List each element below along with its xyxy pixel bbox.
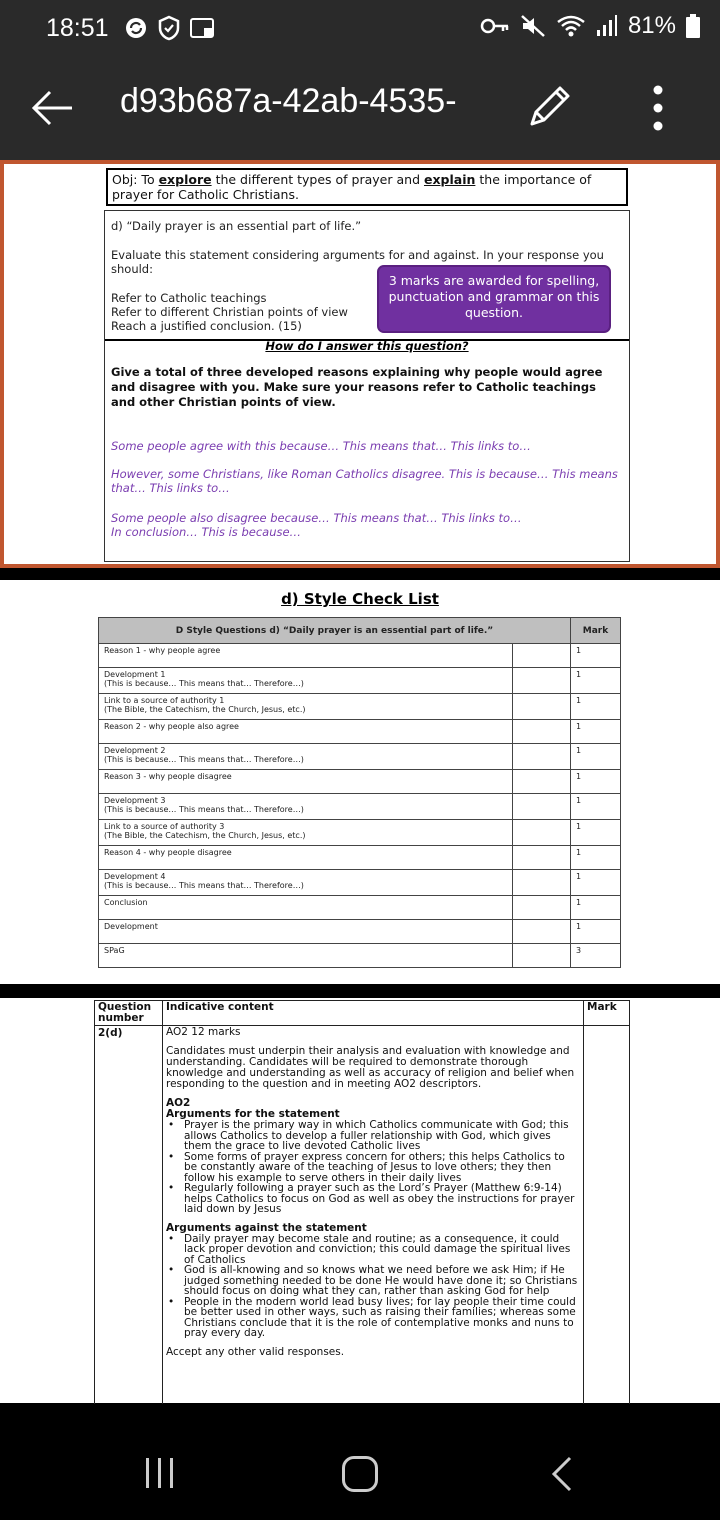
indicative-content-header: Indicative content xyxy=(163,1001,584,1026)
item-label: Link to a source of authority 3 xyxy=(104,822,225,831)
table-row xyxy=(99,794,621,820)
sentence-starter-2: However, some Christians, like Roman Catholics disagree. This is because… This means that… This links to… xyxy=(111,467,618,495)
bullet-1: Refer to Catholic teachings xyxy=(111,291,267,305)
list-item: • People in the modern world lead busy lives; for lay people their time could be better used in other ways, such as raising their families; whereas some Christians conclude that it is the role of contemplative monks and nuns to pray every day. xyxy=(166,1297,580,1339)
navigation-bar xyxy=(0,1404,720,1520)
accept-text: Accept any other valid responses. xyxy=(166,1345,345,1358)
checklist-item xyxy=(99,794,513,820)
item-label: Reason 2 - why people also agree xyxy=(104,722,239,731)
checklist-table xyxy=(98,617,621,968)
shield-icon xyxy=(158,16,180,40)
tick-cell[interactable] xyxy=(513,870,571,896)
table-row xyxy=(99,644,621,668)
nav-back-icon[interactable] xyxy=(548,1456,576,1492)
item-label: SPaG xyxy=(104,946,125,955)
table-row xyxy=(99,896,621,920)
question-number-header: Question number xyxy=(95,1001,163,1026)
obj-suffix: the importance of prayer for Catholic Christians. xyxy=(112,172,592,202)
spag-note-box: 3 marks are awarded for spelling, punctuation and grammar on this question. xyxy=(377,265,611,333)
tick-cell[interactable] xyxy=(513,944,571,968)
arguments-against-heading: Arguments against the statement xyxy=(166,1221,367,1234)
data-icon xyxy=(190,17,216,39)
back-arrow-icon[interactable] xyxy=(28,84,76,132)
mark-cell: 1 xyxy=(571,668,621,694)
mark-cell: 1 xyxy=(571,744,621,770)
item-detail: (This is because… This means that… Therefore…) xyxy=(104,805,304,814)
more-options-icon[interactable] xyxy=(640,82,676,134)
mark-cell: 1 xyxy=(571,694,621,720)
item-label: Development 1 xyxy=(104,670,166,679)
mark-scheme-table xyxy=(94,1000,630,1429)
key-icon xyxy=(480,16,510,36)
mark-header: Mark xyxy=(571,618,621,644)
bullet-2: Refer to different Christian points of view xyxy=(111,305,348,319)
item-label: Development 4 xyxy=(104,872,166,881)
arguments-for-list xyxy=(166,1120,580,1215)
mark-header: Mark xyxy=(584,1001,630,1026)
item-detail: (This is because… This means that… Therefore…) xyxy=(104,881,304,890)
question-box xyxy=(104,210,630,562)
arguments-for-heading: Arguments for the statement xyxy=(166,1108,340,1120)
mark-cell: 3 xyxy=(571,944,621,968)
checklist-item xyxy=(99,846,513,870)
tick-cell[interactable] xyxy=(513,820,571,846)
tick-cell[interactable] xyxy=(513,896,571,920)
obj-mid: the different types of prayer and xyxy=(211,172,424,187)
tick-cell[interactable] xyxy=(513,920,571,944)
item-label: Reason 4 - why people disagree xyxy=(104,848,232,857)
item-label: Reason 1 - why people agree xyxy=(104,646,221,655)
item-label: Development xyxy=(104,922,158,931)
system-icons xyxy=(480,12,700,40)
tick-cell[interactable] xyxy=(513,644,571,668)
mark-cell: 1 xyxy=(571,770,621,794)
checklist-item xyxy=(99,944,513,968)
total-mark xyxy=(584,1026,630,1429)
signal-icon xyxy=(596,14,618,38)
document-page-1[interactable] xyxy=(0,160,720,568)
question-text: d) “Daily prayer is an essential part of life.” xyxy=(111,219,362,233)
list-item: • Regularly following a prayer such as the Lord’s Prayer (Matthew 6:9-14) helps Catholics to focus on God as well as obey the instructions for prayer laid down by Jesus xyxy=(166,1183,580,1215)
battery-percent: 81% xyxy=(627,12,676,39)
list-item: • God is all-knowing and so knows what we need before we ask Him; if He judged something needed to be done He would have done it; so Christians should focus on doing what they can, rather than asking God for help xyxy=(166,1265,580,1297)
checklist-item xyxy=(99,920,513,944)
mute-icon xyxy=(520,14,546,38)
tick-cell[interactable] xyxy=(513,668,571,694)
tick-cell[interactable] xyxy=(513,720,571,744)
mark-cell: 1 xyxy=(571,720,621,744)
table-row xyxy=(99,694,621,720)
mark-cell: 1 xyxy=(571,820,621,846)
checklist-item xyxy=(99,644,513,668)
list-item: • Some forms of prayer express concern for others; this helps Catholics to be constantly aware of the teaching of Jesus to love others; they then follow his example to serve others in their daily lives xyxy=(166,1152,580,1184)
recent-apps-icon[interactable] xyxy=(144,1458,176,1488)
item-detail: (The Bible, the Catechism, the Church, Jesus, etc.) xyxy=(104,705,306,714)
item-detail: (The Bible, the Catechism, the Church, Jesus, etc.) xyxy=(104,831,306,840)
table-row xyxy=(99,820,621,846)
obj-verb-explain: explain xyxy=(423,172,476,187)
indicative-content xyxy=(163,1026,584,1429)
obj-prefix: Obj: To xyxy=(112,172,159,187)
checklist-title: d) Style Check List xyxy=(281,590,439,608)
ao2-marks: AO2 12 marks xyxy=(166,1026,241,1038)
should-text: should: xyxy=(111,262,153,276)
checklist-item xyxy=(99,720,513,744)
table-row xyxy=(99,846,621,870)
checklist-item xyxy=(99,744,513,770)
document-page-3[interactable] xyxy=(0,998,720,1403)
sentence-starter-1: Some people agree with this because… This means that… This links to… xyxy=(111,439,531,453)
status-bar xyxy=(0,0,720,56)
tick-cell[interactable] xyxy=(513,694,571,720)
notification-icons xyxy=(124,16,216,40)
tick-cell[interactable] xyxy=(513,846,571,870)
mark-cell: 1 xyxy=(571,870,621,896)
document-page-2[interactable] xyxy=(0,580,720,984)
objective-box xyxy=(106,168,628,206)
wifi-icon xyxy=(556,14,586,38)
checklist-item xyxy=(99,820,513,846)
tick-cell[interactable] xyxy=(513,744,571,770)
item-label: Reason 3 - why people disagree xyxy=(104,772,232,781)
document-title: d93b687a-42ab-4535- xyxy=(120,82,457,120)
checklist-header: D Style Questions d) “Daily prayer is an essential part of life.” xyxy=(99,618,571,644)
checklist-item xyxy=(99,870,513,896)
mark-cell: 1 xyxy=(571,920,621,944)
sync-icon xyxy=(124,16,148,40)
checklist-item xyxy=(99,668,513,694)
mark-cell: 1 xyxy=(571,846,621,870)
item-detail: (This is because… This means that… Therefore…) xyxy=(104,679,304,688)
table-row xyxy=(99,720,621,744)
tick-cell[interactable] xyxy=(513,770,571,794)
battery-icon xyxy=(686,14,700,38)
list-item: • Daily prayer may become stale and routine; as a consequence, it could lack proper devotion and conviction; this could damage the spiritual lives of Catholics xyxy=(166,1234,580,1266)
how-to-answer-heading: How do I answer this question? xyxy=(265,339,469,353)
tick-cell[interactable] xyxy=(513,794,571,820)
ao2-label: AO2 xyxy=(166,1097,191,1109)
item-label: Conclusion xyxy=(104,898,148,907)
mark-cell: 1 xyxy=(571,644,621,668)
table-row xyxy=(99,920,621,944)
checklist-item xyxy=(99,896,513,920)
arguments-against-list xyxy=(166,1234,580,1339)
instructions-text: Give a total of three developed reasons explaining why people would agree and disagree with you. Make sure your reasons refer to Catholic teachings and other Christian points of view. xyxy=(111,365,603,409)
checklist-item xyxy=(99,770,513,794)
intro-text: Candidates must underpin their analysis and evaluation with knowledge and understanding. Candidates will be required to demonstrate thorough knowledge and understanding as well as accuracy of religion and belief when responding to the question and in meeting AO2 descriptors. xyxy=(166,1045,575,1090)
sentence-starter-4: In conclusion… This is because… xyxy=(111,525,302,539)
table-row xyxy=(99,668,621,694)
item-label: Link to a source of authority 1 xyxy=(104,696,225,705)
mark-cell: 1 xyxy=(571,896,621,920)
table-row xyxy=(99,744,621,770)
home-button[interactable] xyxy=(342,1456,378,1492)
item-label: Development 2 xyxy=(104,746,166,755)
mark-cell: 1 xyxy=(571,794,621,820)
bullet-3: Reach a justified conclusion. (15) xyxy=(111,319,302,333)
checklist-item xyxy=(99,694,513,720)
list-item: • Prayer is the primary way in which Catholics communicate with God; this allows Catholics to develop a fuller relationship with God, which gives them the grace to live devoted Catholic lives xyxy=(166,1120,580,1152)
evaluate-text: Evaluate this statement considering arguments for and against. In your response you xyxy=(111,248,604,262)
table-row xyxy=(99,870,621,896)
obj-verb-explore: explore xyxy=(158,172,212,187)
status-time: 18:51 xyxy=(46,14,109,42)
edit-pencil-icon[interactable] xyxy=(524,82,574,132)
table-row xyxy=(99,944,621,968)
sentence-starter-3: Some people also disagree because… This means that… This links to… xyxy=(111,511,522,525)
app-bar xyxy=(0,56,720,160)
table-row xyxy=(99,770,621,794)
item-detail: (This is because… This means that… Therefore…) xyxy=(104,755,304,764)
item-label: Development 3 xyxy=(104,796,166,805)
question-number: 2(d) xyxy=(95,1026,163,1429)
